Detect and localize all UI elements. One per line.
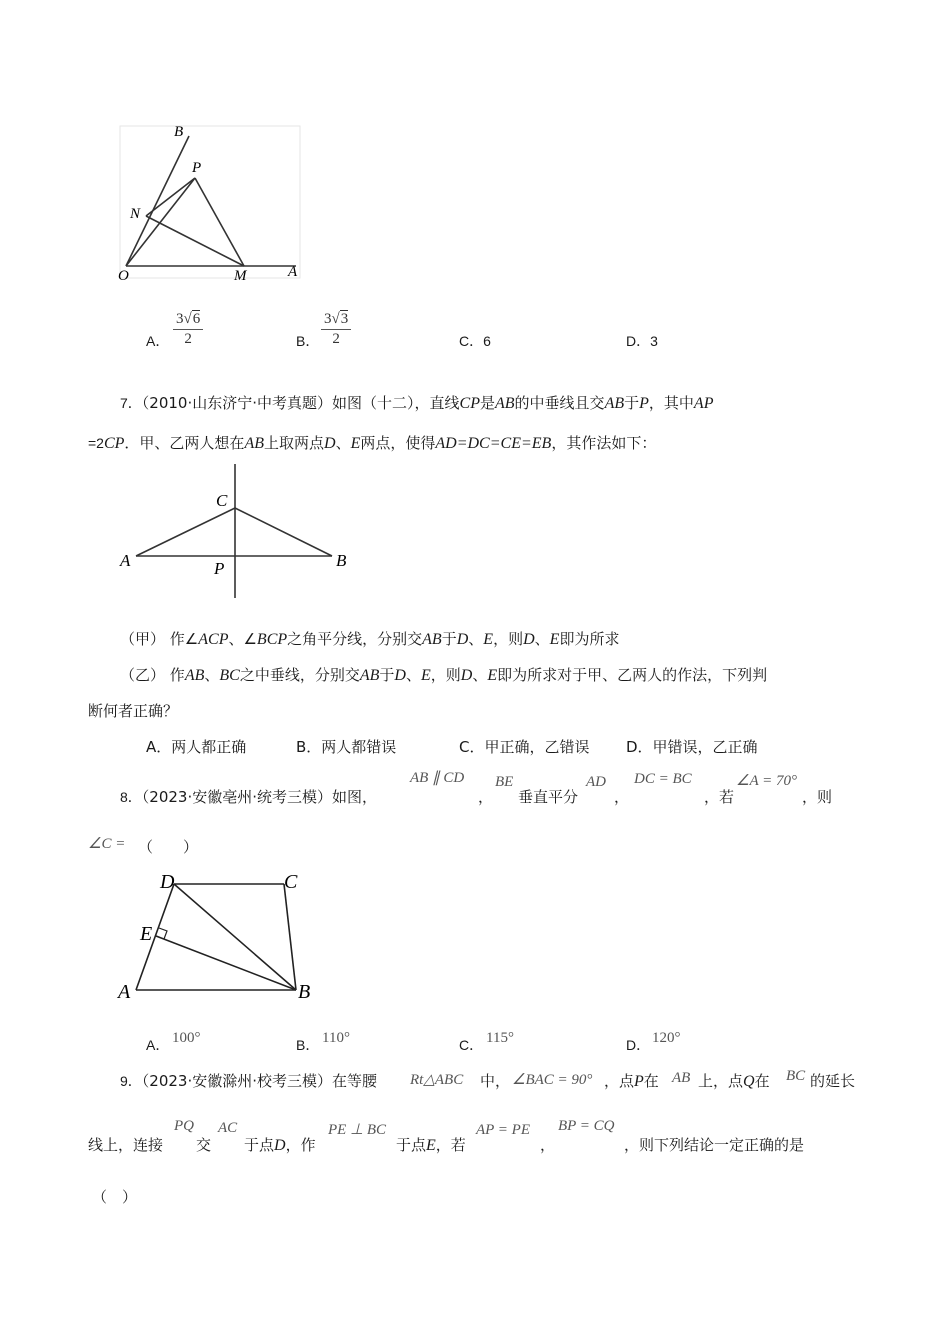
q7-option-d[interactable]: D．甲错误，乙正确 (626, 738, 758, 756)
q8-text-then: ，则 (802, 788, 833, 806)
segment-CB (235, 508, 332, 556)
q7-option-b[interactable]: B．两人都错误 (296, 738, 397, 756)
q6-option-b-fraction: $\frac{3√3}{2}$ (321, 308, 351, 348)
q9-answer-blank: （ ） (92, 1188, 138, 1206)
q8-line-1-text: 8．（2023·安徽亳州·统考三模）如图， (120, 788, 378, 806)
q9-formula-rt-abc: Rt△ABC (410, 1072, 464, 1088)
q7-option-a[interactable]: A．两人都正确 (146, 738, 247, 756)
q6-option-c[interactable]: C．6 (459, 333, 491, 349)
q7-option-c[interactable]: C．甲正确，乙错误 (459, 738, 590, 756)
q8-formula-be: BE (495, 774, 514, 790)
ray-OB (126, 136, 189, 266)
q8-formula-dc-bc: DC = BC (634, 771, 692, 787)
q6-option-b[interactable]: B． (296, 333, 320, 349)
label-D: D (160, 871, 175, 893)
q7-method-yi-line-2: 断何者正确？ (88, 702, 179, 720)
label-B: B (298, 981, 311, 1003)
label-M: M (234, 268, 247, 284)
q9-line-1-mid2: 上，点Q在 (698, 1072, 770, 1090)
label-C: C (216, 491, 228, 510)
q9-formula-ab: AB (672, 1070, 691, 1086)
q8-comma-1: ， (478, 788, 494, 806)
q9-line-2-end: ，则下列结论一定正确的是 (624, 1136, 805, 1154)
q9-formula-pe-perp-bc: PE ⊥ BC (328, 1122, 387, 1138)
q8-option-b[interactable]: B． (296, 1037, 320, 1053)
figure-q7-triangle-diagram (112, 460, 362, 602)
q9-line-1-end: 的延长 (810, 1072, 856, 1090)
label-E: E (140, 923, 153, 945)
segment-DB (174, 884, 296, 990)
label-A: A (288, 264, 298, 280)
q8-formula-ab-parallel-cd: AB ∥ CD (410, 770, 465, 786)
q8-option-d-value: 120° (652, 1030, 681, 1046)
segment-EB (156, 936, 296, 990)
q8-formula-angle-c: ∠C = (88, 836, 126, 852)
q8-answer-blank: （ ） (138, 838, 199, 856)
q8-option-b-value: 110° (322, 1030, 350, 1046)
q8-text-perp-bisect: 垂直平分 (518, 788, 579, 806)
q7-line-2: =2CP．甲、乙两人想在AB上取两点D、E两点，使得AD=DC=CE=EB，其作法如下： (88, 434, 657, 452)
figure-q8-trapezoid-diagram (110, 864, 330, 1004)
q6-option-d[interactable]: D．3 (626, 333, 658, 349)
q7-method-jia: （甲） 作∠ACP、∠BCP之角平分线，分别交AB于D、E，则D、E即为所求 (120, 630, 620, 648)
q9-formula-ac: AC (218, 1120, 238, 1136)
figure-q6-angle-diagram (110, 118, 310, 288)
segment-OP (126, 178, 195, 266)
q8-formula-angle-a: ∠A = 70° (736, 773, 797, 789)
q9-text-intersect: 交 (196, 1136, 212, 1154)
figure-q6-frame (120, 126, 300, 278)
q7-line-1: 7．（2010·山东济宁·中考真题）如图（十二），直线CP是AB的中垂线且交AB于P，其中AP (120, 394, 714, 412)
label-A: A (120, 551, 131, 570)
q6-option-a[interactable]: A． (146, 333, 170, 349)
q9-formula-bp-cq: BP = CQ (558, 1118, 615, 1134)
q6-option-a-fraction: $\frac{3√6}{2}$ (173, 308, 203, 348)
q9-formula-ap-pe: AP = PE (476, 1122, 531, 1138)
q8-option-d[interactable]: D． (626, 1037, 651, 1053)
label-B: B (336, 551, 347, 570)
q9-text-in: 中， (480, 1072, 511, 1090)
q9-formula-angle-bac: ∠BAC = 90° (512, 1072, 593, 1088)
q8-option-c-value: 115° (486, 1030, 514, 1046)
q7-method-yi: （乙） 作AB、BC之中垂线，分别交AB于D、E，则D、E即为所求对于甲、乙两人的作法，下列判 (120, 666, 768, 684)
q9-line-2-start: 线上，连接 (88, 1136, 164, 1154)
q8-formula-ad: AD (586, 774, 606, 790)
q9-line-1-mid: ，点P在 (604, 1072, 659, 1090)
q9-line-1-start: 9．（2023·安徽滁州·校考三模）在等腰 (120, 1072, 378, 1090)
label-C: C (284, 871, 298, 893)
q9-formula-bc: BC (786, 1068, 806, 1084)
label-A: A (118, 981, 131, 1003)
label-O: O (118, 268, 129, 284)
q9-line-2-mid: 于点D，作 (244, 1136, 316, 1154)
label-P: P (192, 160, 202, 176)
segment-AC (136, 508, 235, 556)
label-B: B (174, 124, 184, 140)
q9-formula-pq: PQ (174, 1118, 194, 1134)
q9-line-2-mid2: 于点E，若 (396, 1136, 466, 1154)
q8-option-a[interactable]: A． (146, 1037, 170, 1053)
q8-text-if: ，若 (704, 788, 735, 806)
q8-option-a-value: 100° (172, 1030, 201, 1046)
q8-option-c[interactable]: C． (459, 1037, 484, 1053)
segment-CB (284, 884, 296, 990)
label-P: P (214, 559, 225, 578)
q9-comma: ， (540, 1136, 556, 1154)
label-N: N (130, 206, 141, 222)
q8-comma-2: ， (614, 788, 630, 806)
